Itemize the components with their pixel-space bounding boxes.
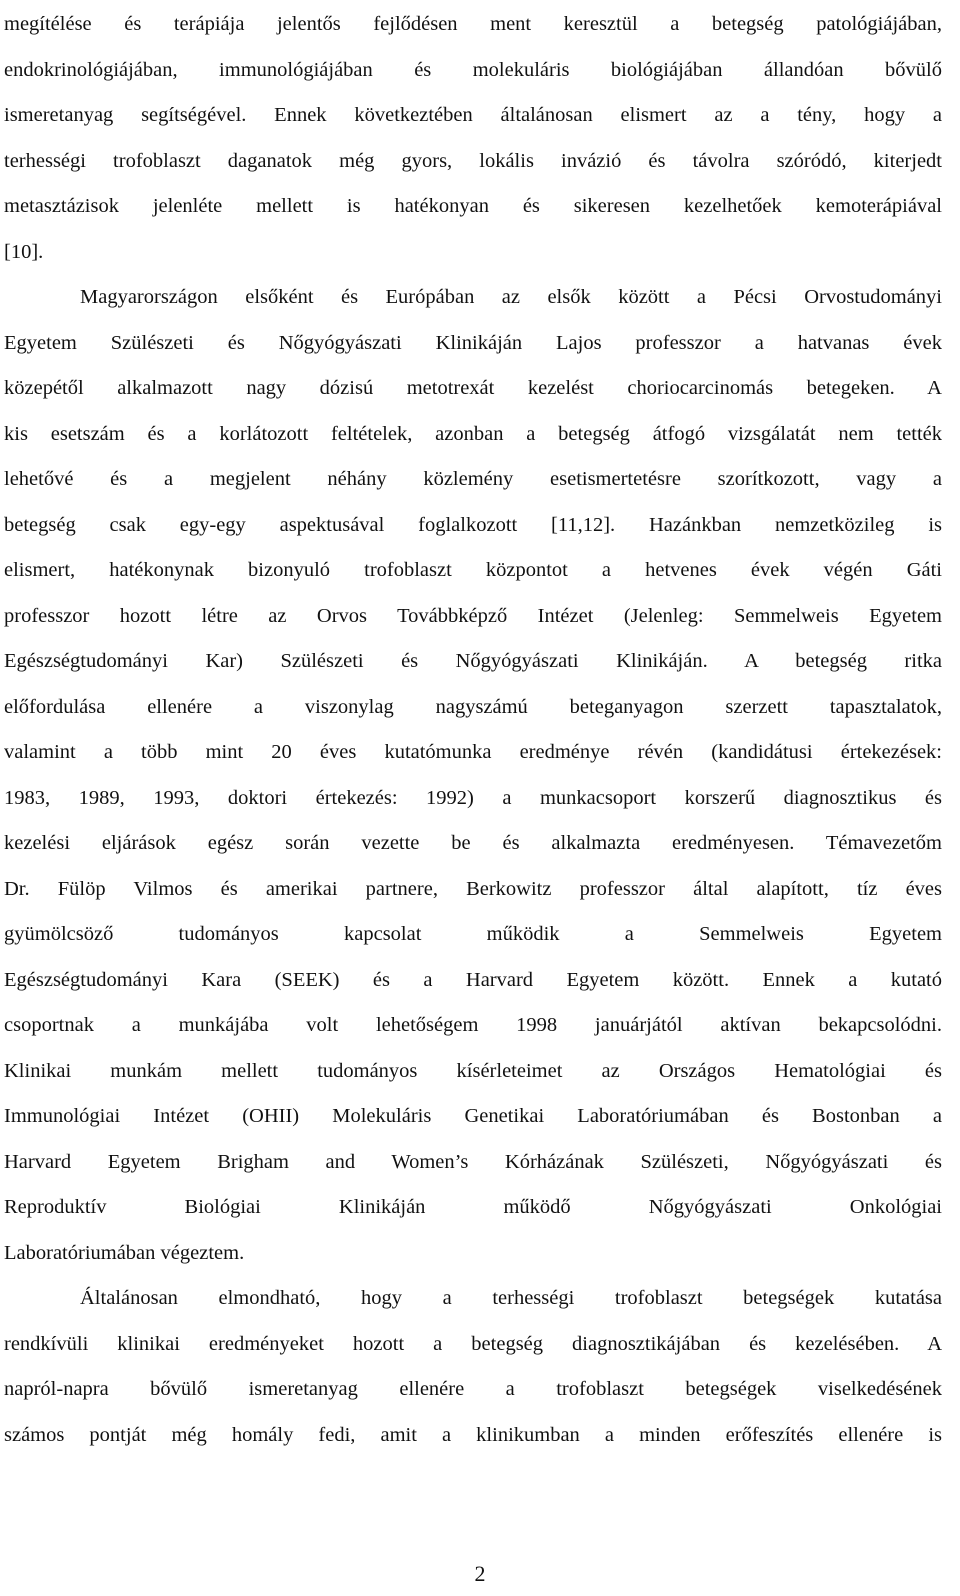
text-line: közepétől alkalmazott nagy dózisú metotrexát kezelést choriocarcinomás betegeken. A	[4, 377, 942, 399]
text-line: 1983, 1989, 1993, doktori értekezés: 1992) a munkacsoport korszerű diagnosztikus és	[4, 786, 942, 809]
text-line: számos pontját még homály fedi, amit a klinikumban a minden erőfeszítés ellenére is	[4, 1423, 942, 1446]
paragraph-1	[4, 2, 942, 275]
text-line: Klinikai munkám mellett tudományos kísérleteimet az Országos Hematológiai és	[4, 1059, 942, 1082]
text-line: csoportnak a munkájába volt lehetőségem 1998 januárjától aktívan bekapcsolódni.	[4, 1014, 942, 1036]
text-line: ismeretanyag segítségével. Ennek következtében általánosan elismert az a tény, hogy a	[4, 104, 942, 126]
text-line: terhességi trofoblaszt daganatok még gyors, lokális invázió és távolra szóródó, kiterjedt	[4, 149, 942, 172]
paragraph-2	[4, 275, 942, 1276]
text-line: Általánosan elmondható, hogy a terhességi trofoblaszt betegségek kutatása	[80, 1287, 942, 1309]
text-line: előfordulása ellenére a viszonylag nagyszámú beteganyagon szerzett tapasztalatok,	[4, 695, 942, 718]
text-line: endokrinológiájában, immunológiájában és molekuláris biológiájában állandóan bővülő	[4, 58, 942, 81]
text-line: lehetővé és a megjelent néhány közlemény esetismertetésre szorítkozott, vagy a	[4, 468, 942, 490]
paragraph-3	[4, 1276, 942, 1458]
text-line: metasztázisok jelenléte mellett is hatékonyan és sikeresen kezelhetőek kemoterápiával	[4, 195, 942, 217]
text-line: gyümölcsöző tudományos kapcsolat működik a Semmelweis Egyetem	[4, 923, 942, 945]
text-line: megítélése és terápiája jelentős fejlődésen ment keresztül a betegség patológiájában,	[4, 13, 942, 35]
body-text	[4, 2, 942, 1458]
page-number: 2	[474, 1561, 486, 1586]
text-line: Magyarországon elsőként és Európában az elsők között a Pécsi Orvostudományi	[80, 286, 942, 308]
text-line: elismert, hatékonynak bizonyuló trofoblaszt központot a hetvenes évek végén Gáti	[4, 559, 942, 581]
text-line: Reproduktív Biológiai Klinikáján működő Nőgyógyászati Onkológiai	[4, 1196, 942, 1218]
text-line: Egészségtudományi Kara (SEEK) és a Harvard Egyetem között. Ennek a kutató	[4, 968, 942, 991]
text-line: Harvard Egyetem Brigham and Women’s Kórházának Szülészeti, Nőgyógyászati és	[4, 1150, 942, 1173]
text-line: Dr. Fülöp Vilmos és amerikai partnere, Berkowitz professzor által alapított, tíz éves	[4, 877, 942, 900]
text-line: [10].	[4, 240, 44, 263]
text-line: valamint a több mint 20 éves kutatómunka eredménye révén (kandidátusi értekezések:	[4, 741, 942, 763]
text-line: professzor hozott létre az Orvos Továbbképző Intézet (Jelenleg: Semmelweis Egyetem	[4, 604, 942, 627]
text-line: napról-napra bővülő ismeretanyag ellenére a trofoblaszt betegségek viselkedésének	[4, 1378, 942, 1400]
text-line: Egyetem Szülészeti és Nőgyógyászati Klinikáján Lajos professzor a hatvanas évek	[4, 331, 942, 354]
text-line: Egészségtudományi Kar) Szülészeti és Nőgyógyászati Klinikáján. A betegség ritka	[4, 650, 942, 672]
text-line: betegség csak egy-egy aspektusával foglalkozott [11,12]. Hazánkban nemzetközileg is	[4, 513, 942, 536]
text-line: Immunológiai Intézet (OHII) Molekuláris Genetikai Laboratóriumában és Bostonban a	[4, 1105, 942, 1127]
text-line: kis esetszám és a korlátozott feltételek, azonban a betegség átfogó vizsgálatát nem tették	[4, 422, 942, 445]
text-line: Laboratóriumában végeztem.	[4, 1241, 245, 1264]
text-line: rendkívüli klinikai eredményeket hozott a betegség diagnosztikájában és kezelésében. A	[4, 1332, 942, 1355]
text-line: kezelési eljárások egész során vezette be és alkalmazta eredményesen. Témavezetőm	[4, 832, 942, 854]
